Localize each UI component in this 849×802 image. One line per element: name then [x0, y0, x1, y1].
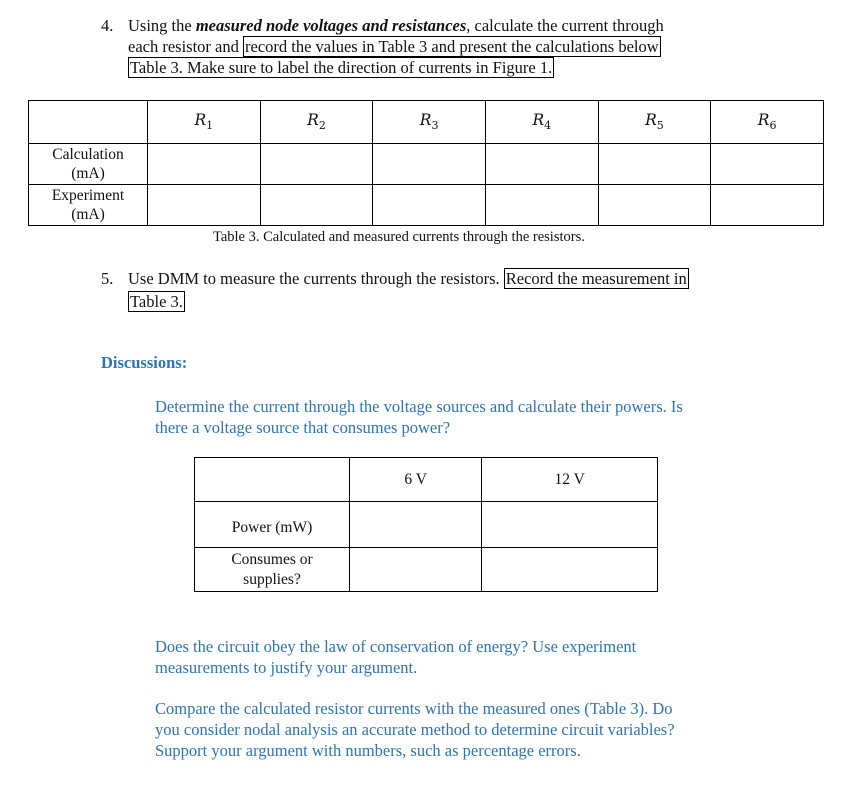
- table-3-col-r1: $R_1$: [148, 101, 261, 144]
- step-4-line-3: [128, 57, 664, 78]
- power-table-row-label: Power (mW): [195, 502, 350, 548]
- table-3-cell[interactable]: [373, 185, 486, 226]
- step-5-number: 5.: [101, 269, 114, 288]
- power-table-cell[interactable]: [482, 548, 658, 592]
- power-table-row-power: [195, 502, 658, 548]
- power-table-row-consumes: [195, 548, 658, 592]
- table-3-col-r6: $R_6$: [711, 101, 824, 144]
- question-energy-conservation: Does the circuit obey the law of conservation of energy? Use experiment measurements to justify your argument.: [155, 637, 637, 677]
- step-4: [101, 15, 741, 79]
- step-5-line-1: Use DMM to measure the currents through the resistors. Record the measurement in: [128, 269, 687, 288]
- step-4-line-2: each resistor and record the values in Table 3 and present the calculations below: [128, 37, 659, 56]
- table-3-cell[interactable]: [373, 144, 486, 185]
- power-table-cell[interactable]: [482, 502, 658, 548]
- question-voltage-source-power: Determine the current through the voltage sources and calculate their powers. Is there a voltage source that consumes power?: [155, 397, 683, 437]
- table-3-col-r3: $R_3$: [373, 101, 486, 144]
- step-5-boxed-instruction-1: Record the measurement in: [505, 269, 687, 288]
- table-3-cell[interactable]: [711, 185, 824, 226]
- step-5-text: [128, 268, 689, 312]
- table-3-cell[interactable]: [260, 144, 373, 185]
- table-3-row-label: Calculation (mA): [29, 144, 148, 185]
- table-3-col-r2: $R_2$: [260, 101, 373, 144]
- step-5-line-2: [128, 291, 689, 312]
- step-4-number: 4.: [101, 16, 114, 35]
- step-4-emphasis: measured node voltages and resistances: [195, 16, 467, 35]
- table-3-cell[interactable]: [485, 144, 598, 185]
- step-5-boxed-instruction-2: Table 3.: [130, 292, 183, 311]
- table-3-cell[interactable]: [598, 144, 711, 185]
- power-table-header-row: [195, 458, 658, 502]
- table-3-col-r4: $R_4$: [485, 101, 598, 144]
- question-nodal-analysis-accuracy: Compare the calculated resistor currents with the measured ones (Table 3). Do you consider nodal analysis an accurate method to determine circuit variables? Support your argument with numbers, such as percentage errors.: [155, 699, 675, 760]
- table-3-row-calculation: [29, 144, 824, 185]
- table-3-cell[interactable]: [260, 185, 373, 226]
- table-3-cell[interactable]: [148, 185, 261, 226]
- table-3-cell[interactable]: [598, 185, 711, 226]
- table-3-header-row: [29, 101, 824, 144]
- step-4-boxed-instruction-2: Table 3. Make sure to label the direction of currents in Figure 1.: [130, 58, 553, 77]
- power-table-col-12v: 12 V: [482, 458, 658, 502]
- table-3-cell[interactable]: [485, 185, 598, 226]
- power-table-row-label: Consumes or supplies?: [195, 548, 350, 592]
- table-3-corner-cell: [29, 101, 148, 144]
- table-3-cell[interactable]: [711, 144, 824, 185]
- table-3-row-label: Experiment (mA): [29, 185, 148, 226]
- table-3: [28, 100, 824, 226]
- power-table: [194, 457, 658, 592]
- power-table-corner-cell: [195, 458, 350, 502]
- step-5: [101, 268, 751, 314]
- step-4-boxed-instruction-1: record the values in Table 3 and present the calculations below: [245, 37, 659, 56]
- table-3-row-experiment: [29, 185, 824, 226]
- discussions-heading: Discussions:: [101, 353, 188, 372]
- table-3-cell[interactable]: [148, 144, 261, 185]
- power-table-cell[interactable]: [350, 548, 482, 592]
- table-3-col-r5: $R_5$: [598, 101, 711, 144]
- step-4-text: [128, 15, 664, 78]
- power-table-col-6v: 6 V: [350, 458, 482, 502]
- power-table-cell[interactable]: [350, 502, 482, 548]
- step-4-line-1: Using the measured node voltages and resistances, calculate the current through: [128, 16, 664, 35]
- table-3-caption: Table 3. Calculated and measured currents through the resistors.: [213, 229, 585, 245]
